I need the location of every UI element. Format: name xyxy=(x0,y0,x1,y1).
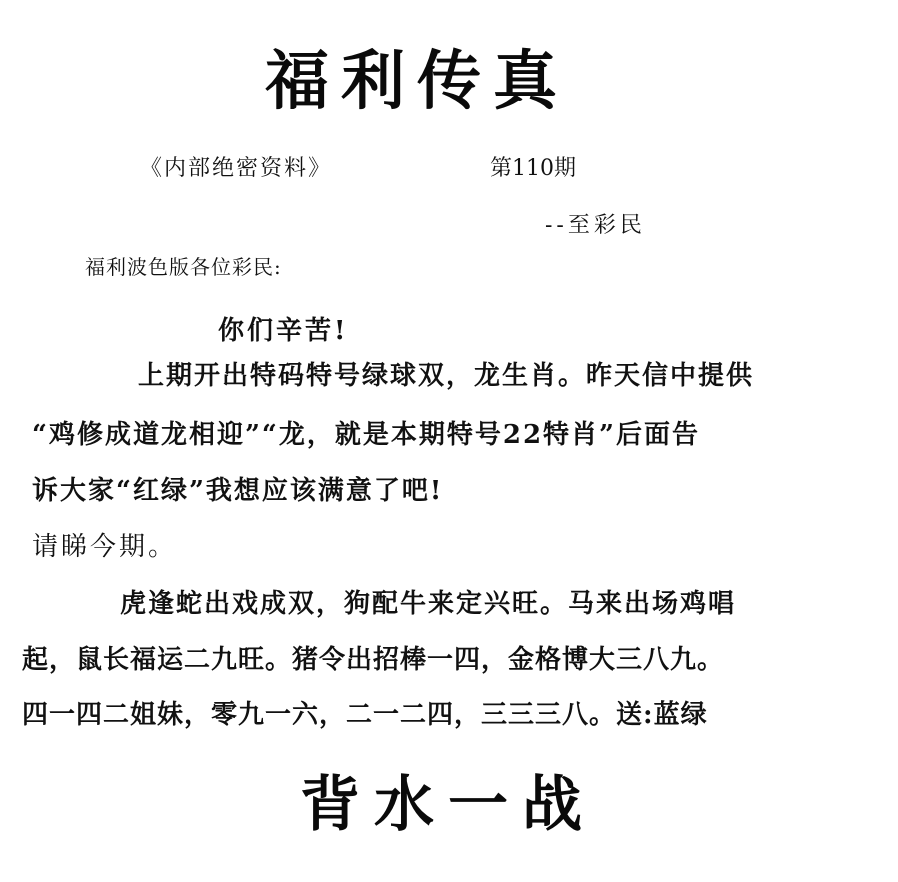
body-line-5: 请睇今期。 xyxy=(32,532,178,562)
body-line-8: 四一四二姐妹，零九一六，二一二四，三三三八。送:蓝绿 xyxy=(22,700,708,730)
document-subtitle-confidential: 《内部绝密资料》 xyxy=(140,156,333,181)
body-line-2: 上期开出特码特号绿球双，龙生肖。昨天信中提供 xyxy=(138,361,755,391)
greeting-line: 福利波色版各位彩民: xyxy=(85,255,282,279)
body-line-1: 你们辛苦! xyxy=(218,316,349,346)
body-line-4: 诉大家“红绿”我想应该满意了吧! xyxy=(32,476,444,506)
body-line-7: 起，鼠长福运二九旺。猪令出招棒一四，金格博大三八九。 xyxy=(22,645,725,675)
document-title: 福利传真 xyxy=(265,44,569,119)
body-line-6: 虎逢蛇出戏成双，狗配牛来定兴旺。马来出场鸡唱 xyxy=(120,589,737,619)
footer-phrase: 背水一战 xyxy=(300,770,596,840)
document-signature: --至彩民 xyxy=(545,213,646,238)
issue-number: 第110期 xyxy=(490,156,576,181)
body-line-3: “鸡修成道龙相迎”“龙，就是本期特号22特肖”后面告 xyxy=(32,420,701,450)
